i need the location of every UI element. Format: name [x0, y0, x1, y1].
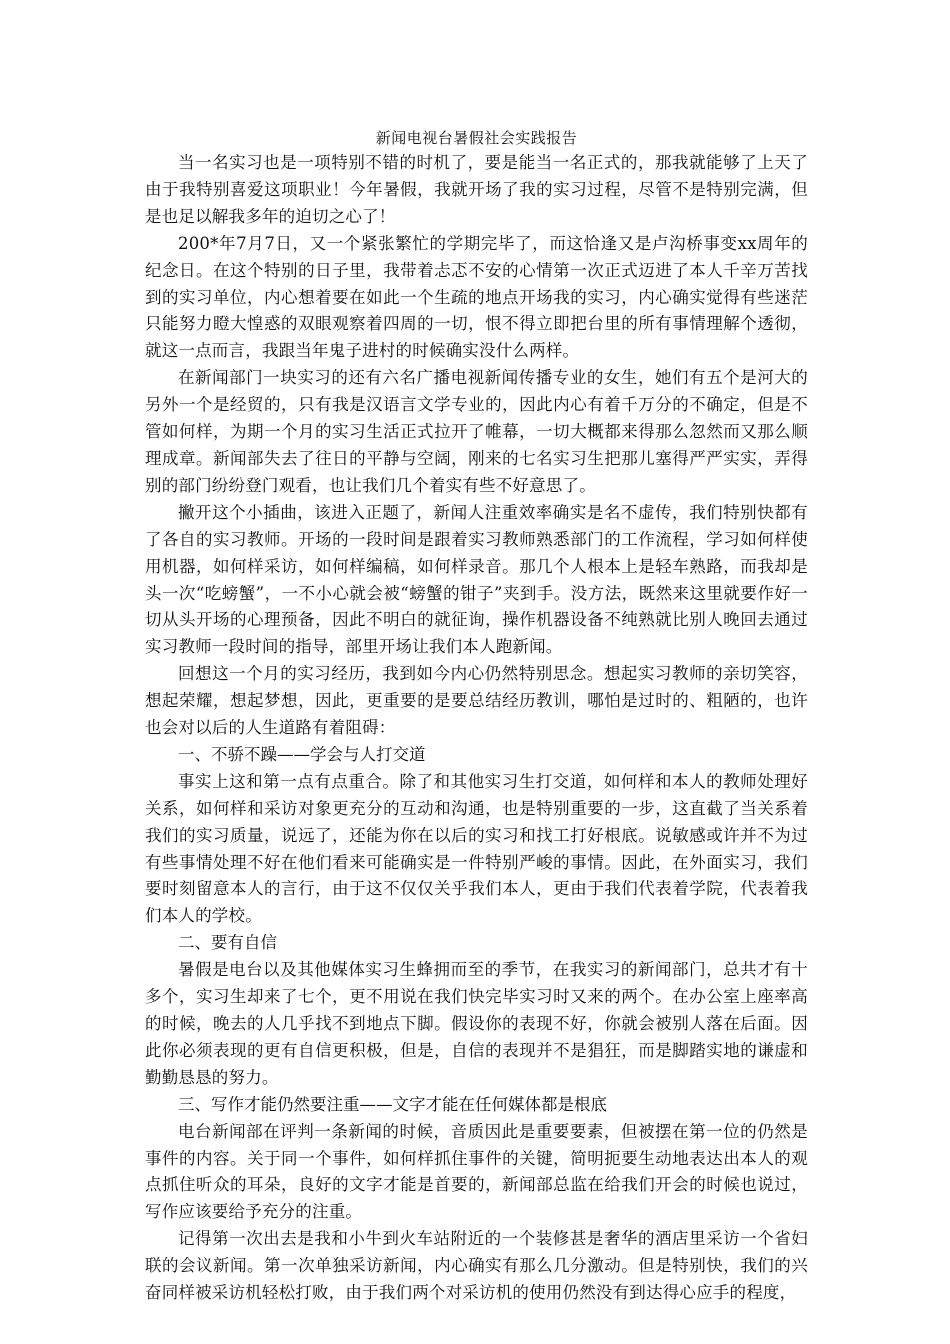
paragraph: 当一名实习也是一项特别不错的时机了，要是能当一名正式的，那我就能够了上天了由于我特别喜爱这项职业！今年暑假，我就开场了我的实习过程，尽管不是特别完满，但是也足以解我多年的迫切之心了！	[145, 153, 808, 226]
paragraph: 回想这一个月的实习经历，我到如今内心仍然特别思念。想起实习教师的亲切笑容，想起荣耀，想起梦想，因此，更重要的是要总结经历教训，哪怕是过时的、粗陋的，也许也会对以后的人生道路有着阻碍：	[145, 664, 808, 738]
paragraph: 事实上这和第一点有点重合。除了和其他实习生打交道，如何样和本人的教师处理好关系，如何样和采访对象更充分的互动和沟通，也是特别重要的一步，这直截了当关系着我们的实习质量，说远了，还能为你在以后的实习和找工打好根底。说敏感或许并不为过有些事情处理不好在他们看来可能确实是一件特别严峻的事情。因此，在外面实习，我们要时刻留意本人的言行，由于这不仅仅关乎我们本人，更由于我们代表着学院，代表着我们本人的学校。	[145, 771, 808, 926]
section-heading: 一、不骄不躁——学会与人打交道	[178, 744, 426, 764]
paragraph: 记得第一次出去是我和小牛到火车站附近的一个装修甚是奢华的酒店里采访一个省妇联的会议新闻。第一次单独采访新闻，内心确实有那么几分激动。但是特别快，我们的兴奋同样被采访机轻松打败，由于我们两个对采访机的使用仍然没有到达得心应手的程度，	[145, 1229, 808, 1303]
section-heading: 三、写作才能仍然要注重——文字才能在任何媒体都是根底	[178, 1094, 607, 1114]
paragraph: 暑假是电台以及其他媒体实习生蜂拥而至的季节，在我实习的新闻部门，总共才有十多个，实习生却来了七个，更不用说在我们快完毕实习时又来的两个。在办公室上座率高的时候，晚去的人几乎找不到地点下脚。假设你的表现不好，你就会被别人落在后面。因此你必须表现的更有自信更积极，但是，自信的表现并不是猖狂，而是脚踏实地的谦虚和勤勤恳恳的努力。	[145, 960, 808, 1087]
paragraph: 在新闻部门一块实习的还有六名广播电视新闻传播专业的女生，她们有五个是河大的另外一个是经贸的，只有我是汉语言文学专业的，因此内心有着千万分的不确定，但是不管如何样，为期一个月的实习生活正式拉开了帷幕，一切大概都来得那么忽然而又那么顺理成章。新闻部失去了往日的平静与空阔，刚来的七名实习生把那儿塞得严严实实，弄得别的部门纷纷登门观看，也让我们几个着实有些不好意思了。	[145, 368, 808, 495]
paragraph: 电台新闻部在评判一条新闻的时候，音质因此是重要要素，但被摆在第一位的仍然是事件的内容。关于同一个事件，如何样抓住事件的关键，简明扼要生动地表达出本人的观点抓住听众的耳朵，良好的文字才能是首要的，新闻部总监在给我们开会的时候也说过，写作应该要给予充分的注重。	[145, 1121, 808, 1222]
document-title: 新闻电视台暑假社会实践报告	[375, 129, 578, 147]
paragraph: 200*年7月7日，又一个紧张繁忙的学期完毕了，而这恰逢又是卢沟桥事变xx周年的纪念日。在这个特别的日子里，我带着忐忑不安的心情第一次正式迈进了本人千辛万苦找到的实习单位，内心想着要在如此一个生疏的地点开场我的实习，内心确实觉得有些迷茫只能努力瞪大惶惑的双眼观察着四周的一切，恨不得立即把台里的所有事情理解个透彻，就这一点而言，我跟当年鬼子进村的时候确实没什么两样。	[145, 233, 808, 361]
document-page	[145, 126, 808, 1307]
document-body	[145, 150, 808, 1307]
paragraph: 撇开这个小插曲，该进入正题了，新闻人注重效率确实是名不虚传，我们特别快都有了各自的实习教师。开场的一段时间是跟着实习教师熟悉部门的工作流程，学习如何样使用机器，如何样采访，如何样编稿，如何样录音。那几个人根本上是轻车熟路，而我却是头一次“吃螃蟹”，一不小心就会被“螃蟹的钳子”夹到手。没方法，既然来这里就要作好一切从头开场的心理预备，因此不明白的就征询，操作机器设备不纯熟就比别人晚回去通过实习教师一段时间的指导，部里开场让我们本人跑新闻。	[145, 502, 808, 657]
section-heading: 二、要有自信	[178, 933, 277, 953]
